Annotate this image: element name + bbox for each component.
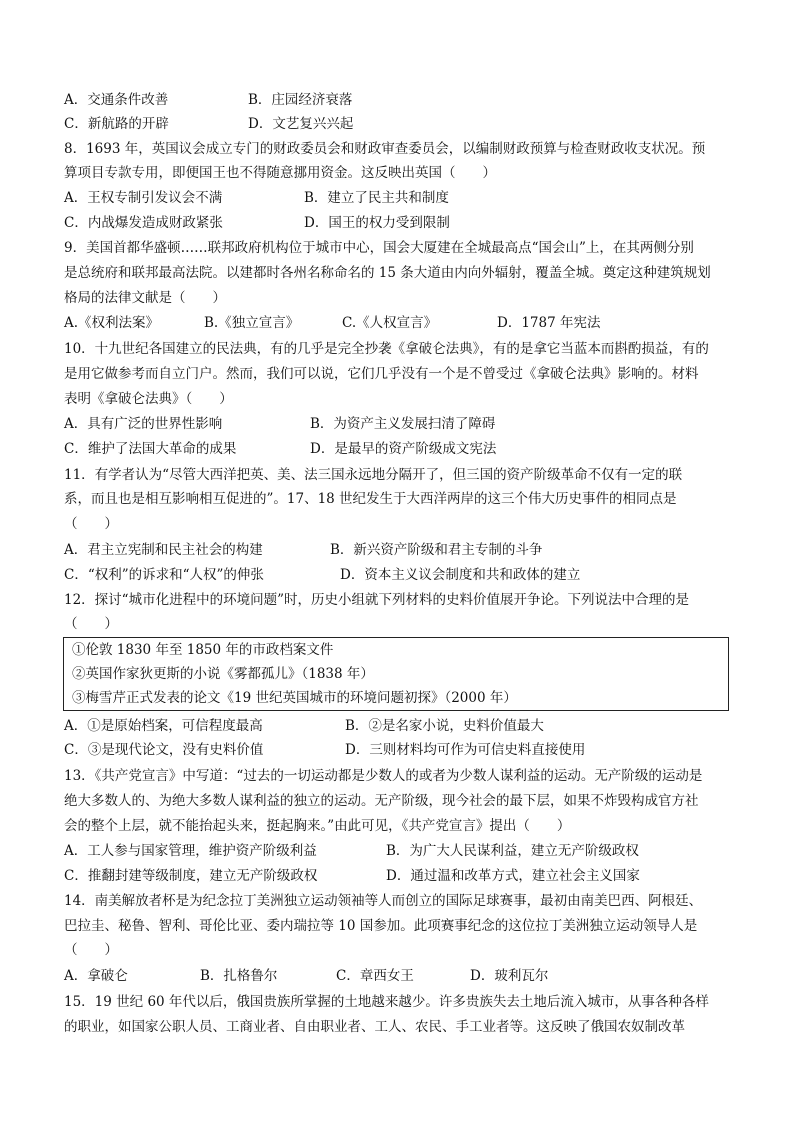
q10-option-b: B．为资产主义发展扫清了障碍 (310, 416, 496, 432)
q11-stem-line-1: 11．有学者认为“尽管大西洋把英、美、法三国永远地分隔开了，但三国的资产阶级革命不仅有一定的联 (64, 467, 683, 483)
q13-option-c: C．推翻封建等级制度，建立无产阶级政权 (64, 868, 318, 884)
q13-option-d: D．通过温和改革方式，建立社会主义国家 (386, 868, 640, 884)
q9-option-b: B.《独立宣言》 (204, 315, 300, 331)
q11-option-c: C．“权利”的诉求和“人权”的伸张 (64, 567, 264, 583)
q8-option-c: C．内战爆发造成财政紧张 (64, 215, 223, 231)
q12-option-b: B．②是名家小说，史料价值最大 (345, 718, 544, 734)
q7-option-d: D．文艺复兴兴起 (248, 116, 354, 132)
q14-stem-line-1: 14．南美解放者杯是为纪念拉丁美洲独立运动领袖等人而创立的国际足球赛事，最初由南美巴西、阿根廷、 (64, 893, 703, 909)
q10-option-d: D．是最早的资产阶级成文宪法 (310, 441, 497, 457)
q12-material-2: ②英国作家狄更斯的小说《雾都孤儿》（1838 年） (72, 666, 374, 682)
q12-material-1: ①伦敦 1830 年至 1850 年的市政档案文件 (72, 642, 334, 658)
q12-option-c: C．③是现代论文，没有史料价值 (64, 742, 264, 758)
q12-stem-line-2: （ ） (64, 616, 118, 632)
q8-stem-line-1: 8．1693 年，英国议会成立专门的财政委员会和财政审查委员会，以编制财政预算与检查财政收支状况。预 (64, 141, 706, 157)
q8-option-d: D．国王的权力受到限制 (304, 215, 450, 231)
q13-option-b: B．为广大人民谋利益，建立无产阶级政权 (386, 843, 639, 859)
q14-option-b: B．扎格鲁尔 (200, 968, 278, 984)
q9-stem-line-1: 9．美国首都华盛顿……联邦政府机构位于城市中心，国会大厦建在全城最高点“国会山”上，在其两侧分别 (64, 240, 694, 256)
q9-option-a: A.《权利法案》 (64, 315, 160, 331)
q9-stem-line-2: 是总统府和联邦最高法院。以建都时各州名称命名的 15 条大道由内向外辐射，覆盖全城。奠定这种建筑规划 (64, 265, 711, 281)
q14-option-c: C．章西女王 (336, 968, 414, 984)
q11-option-a: A．君主立宪制和民主社会的构建 (64, 542, 263, 558)
q10-stem-line-2: 是用它做参考而自立门户。然而，我们可以说，它们几乎没有一个是不曾受过《拿破仑法典》影响的。材料 (64, 366, 699, 382)
q12-option-a: A．①是原始档案，可信程度最高 (64, 718, 263, 734)
q13-stem-line-2: 绝大多数人的、为绝大多数人谋利益的独立的运动。无产阶级，现今社会的最下层，如果不炸毁构成官方社 (64, 793, 699, 809)
q8-option-b: B．建立了民主共和制度 (304, 190, 449, 206)
q11-stem-line-3: （ ） (64, 516, 118, 532)
q13-option-a: A．工人参与国家管理，维护资产阶级利益 (64, 843, 317, 859)
q14-option-d: D．玻利瓦尔 (470, 968, 549, 984)
q13-stem-line-3: 会的整个上层，就不能抬起头来，挺起胸来。”由此可见，《共产党宣言》提出（ ） (64, 818, 571, 834)
q7-option-c: C．新航路的开辟 (64, 116, 169, 132)
q8-stem-line-2: 算项目专款专用，即便国王也不得随意挪用资金。这反映出英国（ ） (64, 165, 496, 181)
q9-stem-line-3: 格局的法律文献是（ ） (64, 290, 226, 306)
q12-option-d: D．三则材料均可作为可信史料直接使用 (345, 742, 586, 758)
q8-option-a: A．王权专制引发议会不满 (64, 190, 223, 206)
q11-option-b: B．新兴资产阶级和君主专制的斗争 (330, 542, 543, 558)
q12-material-box (63, 637, 729, 711)
q9-option-c: C.《人权宣言》 (342, 315, 438, 331)
q9-option-d: D．1787 年宪法 (497, 315, 601, 331)
q14-stem-line-2: 巴拉圭、秘鲁、智利、哥伦比亚、委内瑞拉等 10 国参加。此项赛事纪念的这位拉丁美洲独立运动领导人是 (64, 918, 698, 934)
q10-option-c: C．维护了法国大革命的成果 (64, 441, 237, 457)
q14-option-a: A．拿破仑 (64, 968, 128, 984)
q10-stem-line-1: 10．十九世纪各国建立的民法典，有的几乎是完全抄袭《拿破仑法典》，有的是拿它当蓝本而斟酌损益，有的 (64, 341, 709, 357)
q12-stem-line-1: 12．探讨“城市化进程中的环境问题”时，历史小组就下列材料的史料价值展开争论。下列说法中合理的是 (64, 592, 689, 608)
q12-material-3: ③梅雪芹正式发表的论文《19 世纪英国城市的环境问题初探》（2000 年） (72, 690, 517, 706)
q7-option-a: A．交通条件改善 (64, 92, 169, 108)
q13-stem-line-1: 13．《共产党宣言》中写道：“过去的一切运动都是少数人的或者为少数人谋利益的运动。无产阶级的运动是 (64, 768, 703, 784)
q7-option-b: B．庄园经济衰落 (248, 92, 353, 108)
q14-stem-line-3: （ ） (64, 942, 118, 958)
q10-stem-line-3: 表明《拿破仑法典》（ ） (64, 391, 233, 407)
q11-stem-line-2: 系，而且也是相互影响相互促进的”。17、18 世纪发生于大西洋两岸的这三个伟大历史事件的相同点是 (64, 491, 677, 507)
q15-stem-line-2: 的职业，如国家公职人员、工商业者、自由职业者、工人、农民、手工业者等。这反映了俄国农奴制改革 (64, 1019, 685, 1035)
q10-option-a: A．具有广泛的世界性影响 (64, 416, 223, 432)
q11-option-d: D．资本主义议会制度和共和政体的建立 (340, 567, 581, 583)
q15-stem-line-1: 15．19 世纪 60 年代以后，俄国贵族所掌握的土地越来越少。许多贵族失去土地后流入城市，从事各种各样 (64, 994, 709, 1010)
